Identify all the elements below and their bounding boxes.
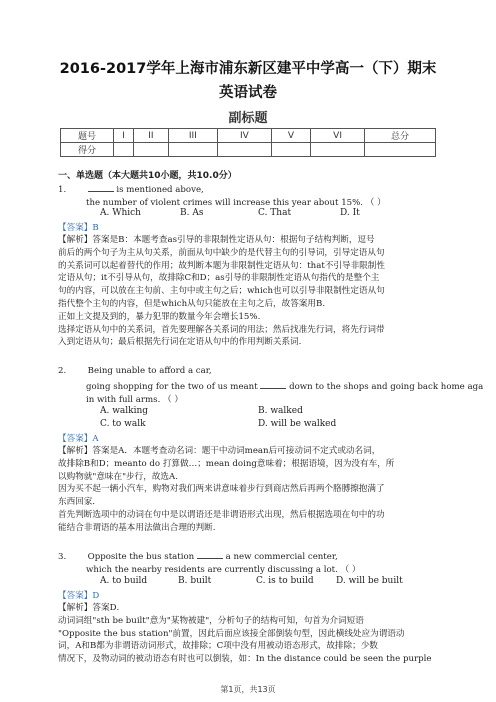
answer-blank: [197, 550, 223, 559]
table-cell: V: [271, 129, 310, 143]
answer-blank: [260, 380, 286, 389]
exam-title-line2: 英语试卷: [219, 85, 277, 101]
option-b: B. As: [180, 208, 204, 218]
analysis-line: 的关系词可以起着替代的作用；故判断本题为非限制性定语从句：that不引导非限制性: [58, 260, 385, 271]
analysis-line: 选择定语从句中的关系词，首先要理解各关系词的用法；然后找准先行词，将先行词带: [58, 324, 385, 335]
analysis-line: 入到定语从句；最后根据先行词在定语从句中的作用判断关系词.: [58, 337, 302, 348]
option-b: B. walked: [258, 406, 303, 416]
stem-text: a new commercial center,: [222, 552, 338, 562]
question-number: 3.: [58, 552, 67, 562]
table-cell: [114, 143, 134, 157]
exam-title-line1: 2016-2017学年上海市浦东新区建平中学高一（下）期末: [59, 61, 437, 77]
analysis-line: 能结合非谓语的基本用法做出合理的判断.: [58, 522, 216, 533]
table-cell: I: [114, 129, 134, 143]
question-1-stem-line2: the number of violent crimes will increase this year about 15%. （ ）: [86, 198, 386, 208]
analysis-line: "Opposite the bus station"前置，因此后面应该接全部倒装句型，因此横线处应为谓语动: [58, 628, 405, 639]
stem-text: Being unable to afford a car,: [87, 366, 212, 376]
analysis-line: 以购物就"意味在"步行，故选A.: [58, 471, 178, 482]
section-heading: 一、单选题（本大题共10小题，共10.0分）: [58, 171, 237, 181]
table-cell: [311, 143, 365, 157]
option-c: C. is to build: [256, 576, 314, 586]
question-3-stem-line2: which the nearby residents are currently discussing a lot. （ ）: [86, 565, 361, 575]
table-cell: [168, 143, 217, 157]
stem-text: is mentioned above,: [116, 185, 204, 195]
analysis-line: 故排除B和D；meanto do 打算做…；mean doing意味着；根据语境，因为没有车，所: [58, 458, 395, 469]
option-a: A. walking: [100, 406, 149, 416]
analysis-line: 句的内容，可以放在主句前、主句中或主句之后；which也可以引导非限制性定语从句: [58, 286, 385, 297]
option-d: D. It: [340, 208, 360, 218]
analysis-block: [58, 234, 442, 349]
analysis-line: 动词词组"sth be built"意为"某物被建"，分析句子的结构可知，句首为介词短语: [58, 615, 364, 626]
stem-text: Opposite the bus station: [87, 552, 197, 562]
option-d: D. will be built: [336, 576, 403, 586]
analysis-line: 东西回家．: [58, 497, 101, 508]
page-footer: 第1页，共13页: [220, 685, 276, 694]
question-3-stem: [58, 550, 338, 562]
option-a: A. to build: [100, 576, 148, 586]
table-cell: II: [134, 129, 169, 143]
table-cell: [271, 143, 310, 157]
question-number: 2.: [58, 366, 67, 376]
analysis-block: [58, 602, 442, 666]
stem-text: going shopping for the two of us meant: [86, 382, 261, 392]
answer-label: 【答案】D: [58, 591, 100, 601]
analysis-line: 词，A和B都为非谓语动词形式，故排除；C项中没有用被动语态形式，故排除；少数: [58, 641, 378, 652]
option-b: B. built: [178, 576, 212, 586]
analysis-line: 指代整个主句的内容，但是which从句只能放在主句之后，故答案用B.: [58, 298, 326, 309]
option-c: C. to walk: [100, 419, 146, 429]
option-d: D. will be walked: [258, 419, 337, 429]
question-number: 1.: [58, 185, 67, 195]
exam-subtitle: 副标题: [228, 111, 268, 126]
question-1-stem: [58, 183, 204, 195]
answer-label: 【答案】A: [58, 434, 99, 444]
table-cell: [217, 143, 271, 157]
answer-blank: [88, 183, 114, 192]
table-cell: 总分: [365, 129, 436, 143]
table-cell: 题号: [61, 129, 114, 143]
score-table-score-row: [61, 143, 436, 157]
analysis-line: 【解析】答案D．: [58, 603, 126, 613]
table-cell: VI: [311, 129, 365, 143]
option-a: A. Which: [100, 208, 141, 218]
analysis-line: 情况下，及物动词的被动语态有时也可以倒装，如：In the distance could be seen the purple: [58, 654, 432, 665]
table-cell: 得分: [61, 143, 114, 157]
score-table-header-row: [61, 129, 436, 143]
analysis-line: 前后的两个句子为主从句关系，前面从句中缺少的是代替主句的引导词，引导定语从句: [58, 247, 385, 258]
stem-text: down to the shops and going back home aga: [286, 382, 484, 392]
table-cell: [134, 143, 169, 157]
analysis-line: 首先判断选项中的动词在句中是以谓语还是非谓语形式出现，然后根据选项在句中的功: [58, 509, 385, 520]
question-2-stem-line2: [86, 380, 483, 392]
table-cell: [365, 143, 436, 157]
table-cell: III: [168, 129, 217, 143]
option-c: C. That: [258, 208, 292, 218]
question-2-stem-line3: in with full arms. （ ）: [86, 395, 183, 405]
table-cell: IV: [217, 129, 271, 143]
analysis-line: 【解析】答案是A．本题考查动名词：题干中动词mean后可接动词不定式或动名词，: [58, 446, 381, 456]
analysis-block: [58, 445, 442, 535]
analysis-line: 【解析】答案是B：本题考查as引导的非限制性定语从句：根据句子结构判断，逗号: [58, 235, 375, 245]
score-table: [60, 128, 436, 157]
analysis-line: 因为买不起一辆小汽车，购物对我们两来讲意味着步行到商店然后再两个胳膊擦抱满了: [58, 484, 385, 495]
analysis-line: 正如上文提及到的，暴力犯罪的数量今年会增长15%.: [58, 311, 261, 322]
analysis-line: 定语从句；it不引导从句，故排除C和D；as引导的非限制性定语从句指代的是整个主: [58, 273, 380, 284]
question-2-stem: [58, 366, 212, 376]
answer-label: 【答案】B: [58, 223, 99, 233]
